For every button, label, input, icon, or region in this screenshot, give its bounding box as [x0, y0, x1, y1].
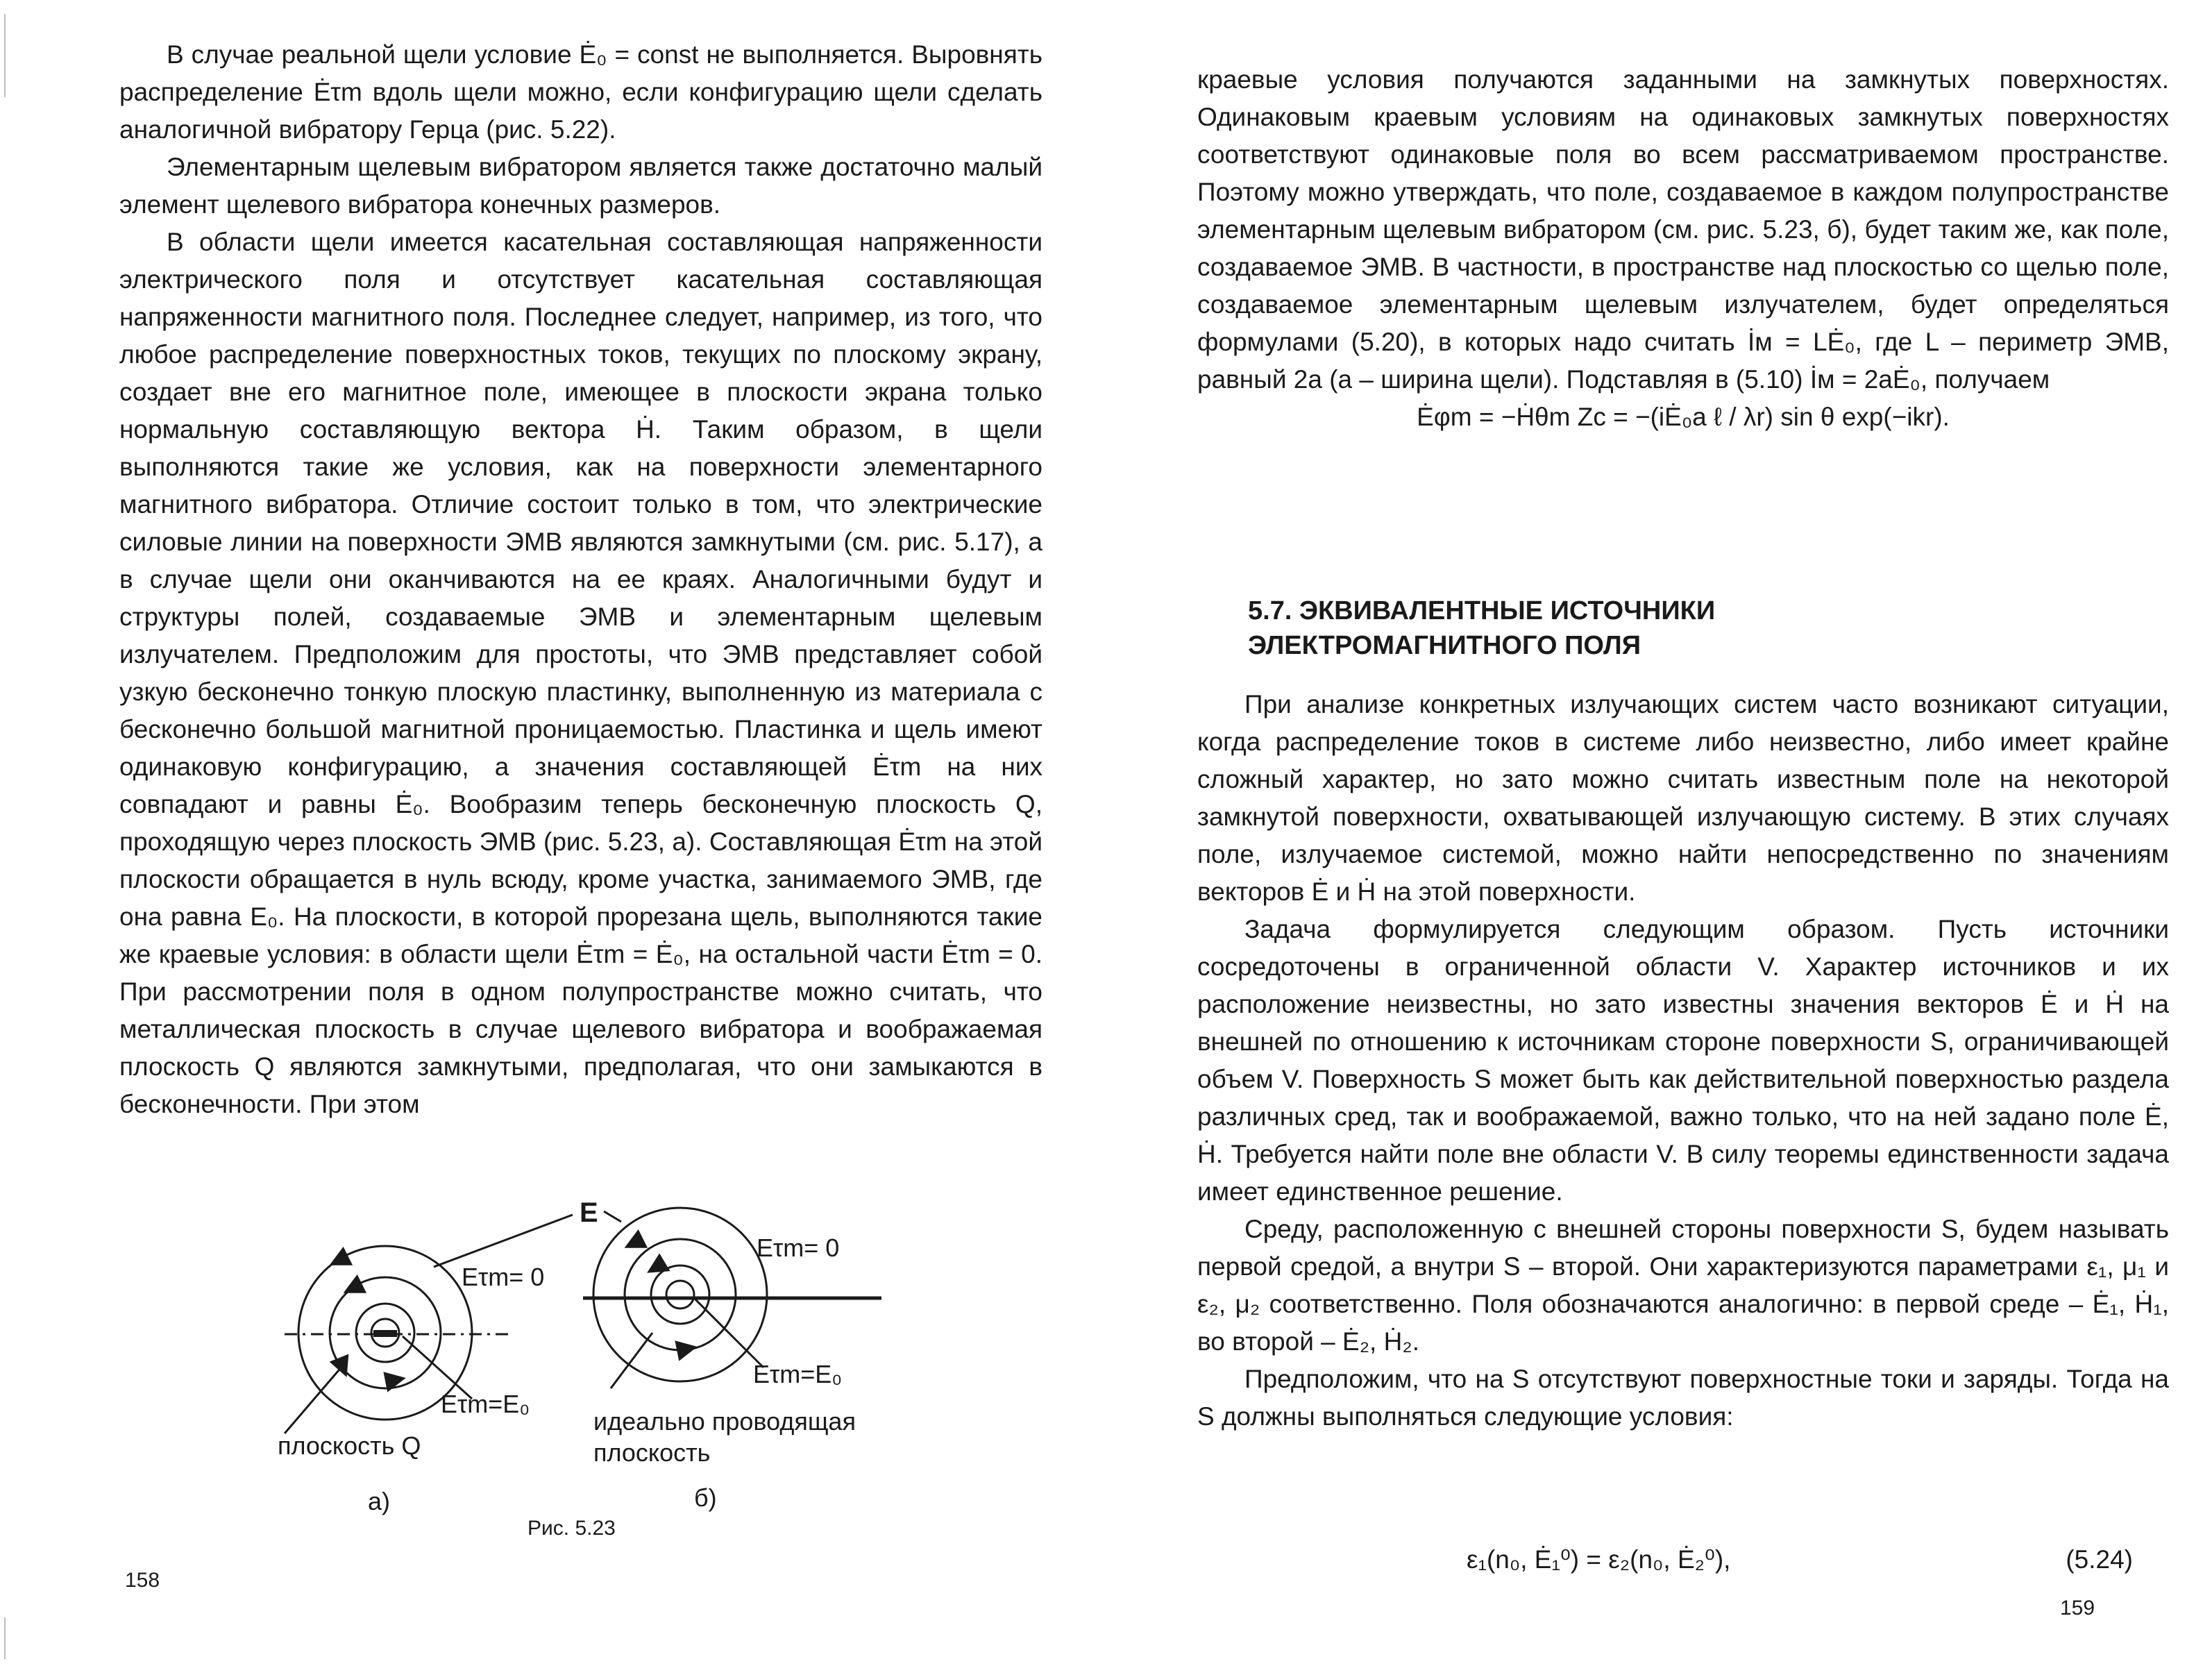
equation-number: (5.24)	[2066, 1545, 2133, 1574]
right-page-upper-text	[1197, 61, 2169, 436]
paragraph: В области щели имеется касательная составляющая напряженности электрического поля и отсутствует касательная составляющая напряженности магнитного поля. Последнее следует, например, из того, что любое распределение поверхностных токов, текущих по плоскому экрану, создает вне его магнитное поле, имеющее в плоскости экрана только нормальную составляющую вектора Ḣ. Таким образом, в щели выполняются такие же условия, как на поверхности элементарного магнитного вибратора. Отличие состоит только в том, что электрические силовые линии на поверхности ЭМВ являются замкнутыми (см. рис. 5.17), а в случае щели они оканчиваются на ее краях. Аналогичными будут и структуры полей, создаваемые ЭМВ и элементарным щелевым излучателем. Предположим для простоты, что ЭМВ представляет собой узкую бесконечно тонкую плоскую пластинку, выполненную из материала с бесконечно большой магнитной проницаемостью. Пластинка и щель имеют одинаковую конфигурацию, а значения составляющей Ėτm на них совпадают и равны Ė₀. Вообразим теперь бесконечную плоскость Q, проходящую через плоскость ЭМВ (рис. 5.23, а). Составляющая Ėτm на этой плоскости обращается в нуль всюду, кроме участка, занимаемого ЭМВ, где она равна E₀. На плоскости, в которой прорезана щель, выполняются такие же краевые условия: в области щели Ėτm = Ė₀, на остальной части Ėτm = 0. При рассмотрении поля в одном полупространстве можно считать, что металлическая плоскость в случае щелевого вибратора и воображаемая плоскость Q являются замкнутыми, предполагая, что они замыкаются в бесконечности. При этом	[119, 228, 1042, 1118]
arrow-icon	[634, 1239, 642, 1243]
label-ete0-b: Eτm=E₀	[753, 1360, 843, 1388]
field-circle	[666, 1281, 694, 1309]
label-e: E	[580, 1201, 598, 1228]
field-circle	[625, 1239, 736, 1350]
figure-5-23	[264, 1201, 923, 1534]
equation-5-24	[1467, 1542, 2133, 1577]
left-page-text	[119, 36, 1042, 1123]
emv-plate	[373, 1330, 397, 1337]
label-ideal-plane-2: плоскость	[593, 1438, 711, 1467]
arrow-icon	[680, 1349, 687, 1350]
page-number: 159	[2060, 1597, 2095, 1619]
right-page	[1106, 0, 2212, 1666]
leader-line	[611, 1333, 652, 1388]
paragraph: Элементарным щелевым вибратором является также достаточно малый элемент щелевого вибратора конечных размеров.	[119, 153, 1042, 219]
label-et0-a: Eτm= 0	[462, 1263, 545, 1291]
leader-line	[434, 1215, 573, 1267]
field-circle	[593, 1208, 767, 1381]
arrow-icon	[656, 1263, 663, 1268]
figure-caption: Рис. 5.23	[527, 1517, 616, 1540]
page-number: 158	[125, 1569, 160, 1592]
paragraph: Задача формулируется следующим образом. Пусть источники сосредоточены в ограниченной области V. Характер источников и их расположение неизвестны, но зато известны значения векторов Ė и Ḣ на внешней по отношению к источникам стороне поверхности S, ограничивающей объем V. Поверхность S может быть как действительной поверхностью раздела различных сред, так и воображаемой, важно только, что на ней задано поле Ė, Ḣ. Требуется найти поле вне области V. В силу теоремы единственности задача имеет единственное решение.	[1197, 915, 2169, 1206]
diagram-a	[271, 1201, 598, 1515]
paragraph: В случае реальной щели условие Ė₀ = const не выполняется. Выровнять распределение Ėτm вдоль щели можно, если конфигурацию щели сделать аналогичной вибратору Герца (рис. 5.22).	[119, 40, 1042, 144]
diagram-b	[583, 1208, 881, 1512]
field-circle	[651, 1265, 709, 1324]
right-page-lower-text	[1197, 686, 2169, 1436]
leader-line	[285, 1361, 347, 1433]
formula-main: Ėφm = −Ḣθm Zc = −(iĖ₀a ℓ / λr) sin θ exp(−ikr).	[1417, 403, 1950, 431]
section-heading: 5.7. ЭКВИВАЛЕНТНЫЕ ИСТОЧНИКИ ЭЛЕКТРОМАГНИТНОГО ПОЛЯ	[1248, 596, 1716, 660]
label-a: а)	[368, 1487, 391, 1515]
label-plane-q: плоскость Q	[278, 1431, 421, 1460]
leader-line	[694, 1298, 763, 1368]
label-b: б)	[694, 1483, 717, 1512]
paragraph: Среду, расположенную с внешней стороны поверхности S, будем называть первой средой, а внутри S – второй. Они характеризуются параметрами ε₁, μ₁ и ε₂, μ₂ соответственно. Поля обозначаются аналогично: в первой среде – Ė₁, Ḣ₁, во второй – Ė₂, Ḣ₂.	[1197, 1215, 2169, 1356]
label-ete0-a: Eτm=E₀	[441, 1390, 530, 1418]
equation-text: ε₁(n₀, Ė₁⁰) = ε₂(n₀, Ė₂⁰),	[1467, 1545, 1731, 1574]
leader-line	[604, 1211, 621, 1222]
label-et0-b: Eτm= 0	[757, 1234, 840, 1262]
paragraph: краевые условия получаются заданными на замкнутых поверхностях. Одинаковым краевым условиям на одинаковых замкнутых поверхностях соответствуют одинаковые поля во всем рассматриваемом пространстве. Поэтому можно утверждать, что поле, создаваемое в каждом полупространстве элементарным щелевым вибратором (см. рис. 5.23, б), будет таким же, как поле, создаваемое ЭМВ. В частности, в пространстве над плоскостью со щелью поле, создаваемое элементарным щелевым излучателем, будет определяться формулами (5.20), в которых надо считать İм = LĖ₀, где L – периметр ЭМВ, равный 2a (a – ширина щели). Подставляя в (5.10) İм = 2aĖ₀, получаем	[1197, 65, 2169, 394]
paragraph: Предположим, что на S отсутствуют поверхностные токи и заряды. Тогда на S должны выполняться следующие условия:	[1197, 1365, 2169, 1431]
arrow-icon	[389, 1380, 396, 1381]
paragraph: При анализе конкретных излучающих систем часто возникают ситуации, когда распределение токов в системе либо неизвестно, либо имеет крайне сложный характер, но зато можно считать известным поле на некоторой замкнутой поверхности, охватывающей излучающую систему. В этих случаях поле, излучаемое системой, можно найти непосредственно по значениям векторов Ė и Ḣ на этой поверхности.	[1197, 690, 2169, 906]
label-ideal-plane: идеально проводящая	[593, 1407, 856, 1436]
